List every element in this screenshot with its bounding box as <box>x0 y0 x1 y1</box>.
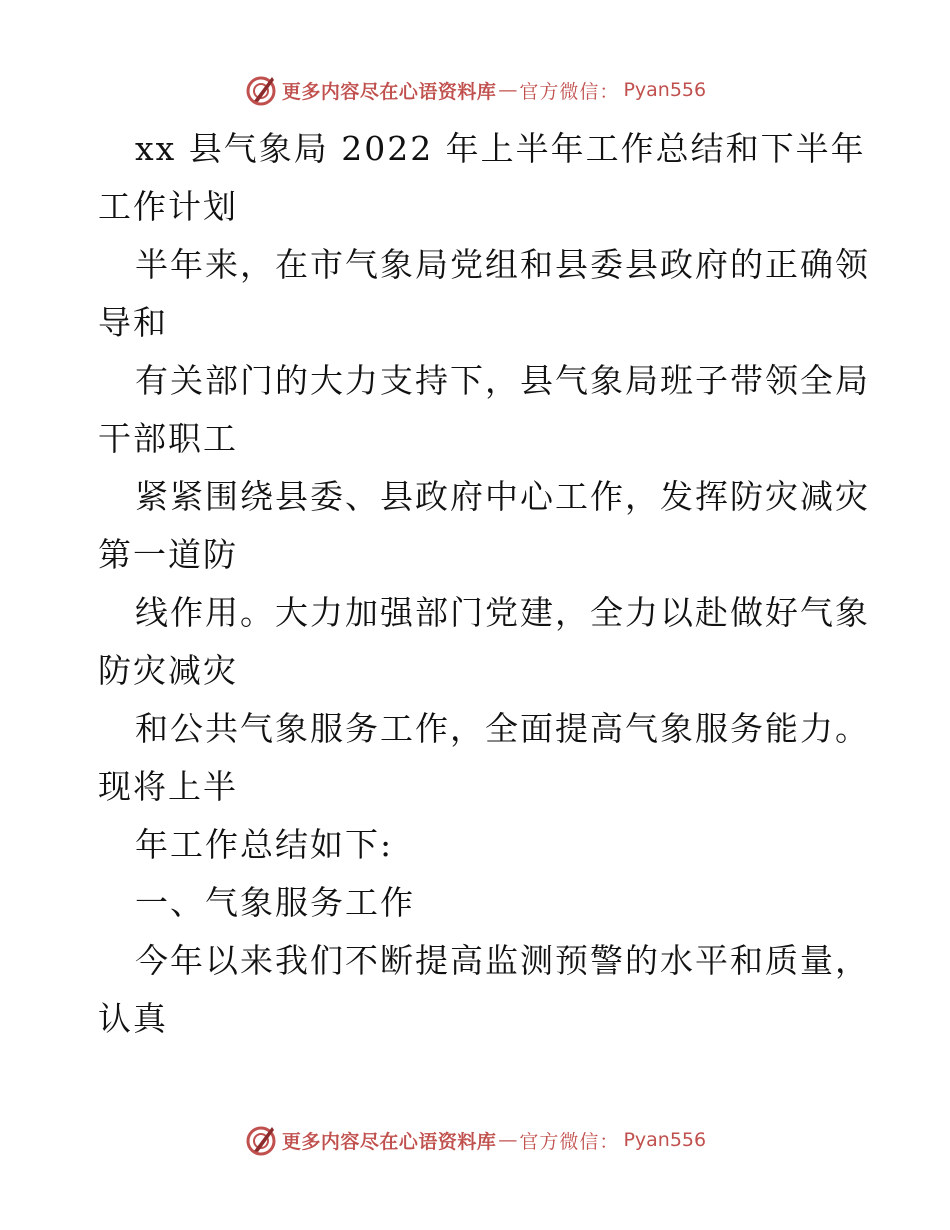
footer-banner <box>0 1120 950 1160</box>
text-line: 年工作总结如下: <box>135 825 394 864</box>
text-line: 第一道防 <box>98 535 238 574</box>
text-line: 防灾减灾 <box>98 651 238 690</box>
banner-title: 更多内容尽在心语资料库 <box>281 80 497 103</box>
banner-wechat-id: Pyan556 <box>623 79 707 101</box>
quill-logo-icon <box>244 1123 278 1157</box>
text-line: 今年以来我们不断提高监测预警的水平和质量， <box>135 941 870 980</box>
text-line: 紧紧围绕县委、县政府中心工作，发挥防灾减灾 <box>135 477 870 516</box>
document-body <box>98 120 870 1048</box>
text-line: 有关部门的大力支持下，县气象局班子带领全局 <box>135 361 870 400</box>
text-line: 一、气象服务工作 <box>135 883 415 922</box>
banner-wechat-label: 官方微信： <box>519 1130 620 1153</box>
quill-logo-icon <box>244 73 278 107</box>
header-banner <box>0 70 950 110</box>
text-line: 和公共气象服务工作，全面提高气象服务能力。 <box>135 709 870 748</box>
banner-title: 更多内容尽在心语资料库 <box>281 1130 497 1153</box>
banner-wechat-label: 官方微信： <box>519 80 620 103</box>
banner-wechat-id: Pyan556 <box>623 1129 707 1151</box>
banner-separator: — <box>498 79 518 101</box>
text-line: 干部职工 <box>98 419 238 458</box>
banner-separator: — <box>498 1129 518 1151</box>
text-line: 工作计划 <box>98 187 238 226</box>
text-line: 认真 <box>98 999 168 1038</box>
text-line: 线作用。大力加强部门党建，全力以赴做好气象 <box>135 593 870 632</box>
text-line: xx 县气象局 2022 年上半年工作总结和下半年 <box>135 129 866 168</box>
text-line: 现将上半 <box>98 767 238 806</box>
text-line: 半年来，在市气象局党组和县委县政府的正确领 <box>135 245 870 284</box>
text-line: 导和 <box>98 303 168 342</box>
